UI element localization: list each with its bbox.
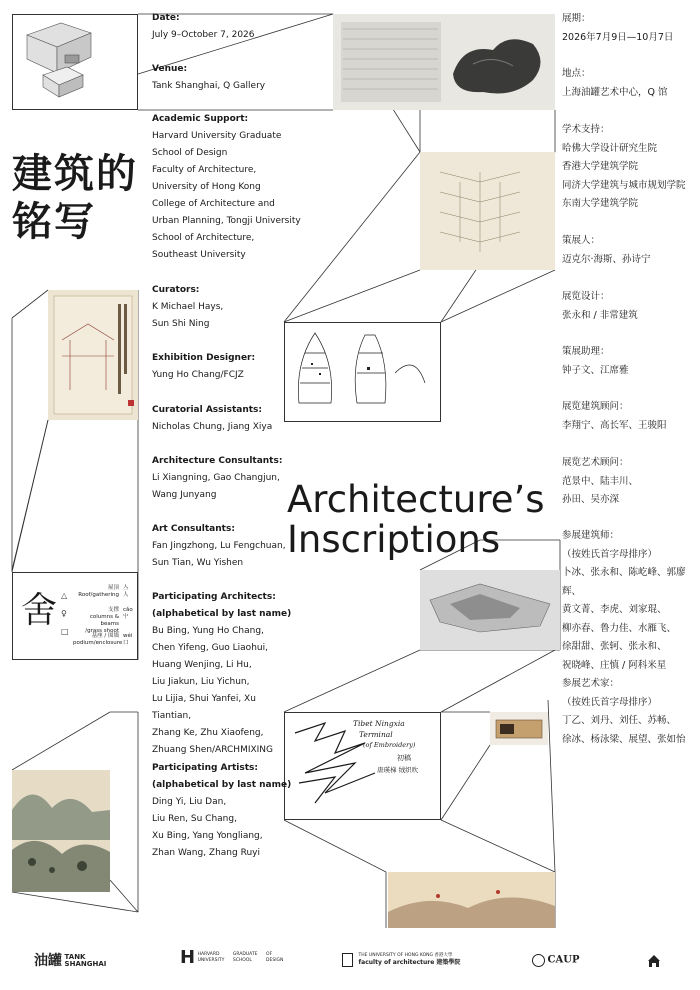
- art-consultants-value: Fan Jingzhong, Lu Fengchuan, Sun Tian, Wu Yishen: [152, 541, 286, 568]
- zh-academic: [562, 121, 697, 214]
- hku-bottom-text: faculty of architecture 建築學院: [358, 959, 461, 966]
- artists-label: Participating Artists: (alphabetical by last name): [152, 763, 292, 790]
- glyph-diagram-box: [12, 572, 138, 660]
- glyph-row-columns-py: cǎo 屮: [123, 607, 133, 620]
- zh-designer-label: 展览设计：: [562, 291, 610, 302]
- tank-logo-en: TANK SHANGHAI: [64, 953, 107, 968]
- rock-image-box: [333, 14, 555, 110]
- bottom-painting-illustration: [388, 872, 555, 928]
- landscape-painting-illustration: [12, 770, 110, 892]
- landscape-painting-box: [12, 770, 110, 892]
- zh-architects: [562, 527, 697, 675]
- info-date: [152, 10, 302, 44]
- model-photo-illustration: [420, 570, 560, 650]
- architects-label: Participating Architects: (alphabetical by last name): [152, 592, 292, 619]
- gsd-text-2: OF DESIGN: [266, 952, 284, 963]
- glyph-row-roof-py: 亼 人: [123, 585, 129, 598]
- model-photo-box: [420, 570, 560, 650]
- caup-text: CAUP: [547, 954, 580, 966]
- zh-date-value: 2026年7月9日—10月7日: [562, 31, 674, 43]
- curators-label: Curators:: [152, 285, 200, 295]
- title-en: Architecture’s Inscriptions: [287, 478, 545, 561]
- sketch-box: [284, 322, 441, 422]
- venue-label: Venue:: [152, 64, 188, 74]
- axonometric-model-illustration: [13, 15, 137, 109]
- designer-label: Exhibition Designer:: [152, 353, 256, 363]
- zh-designer: [562, 288, 697, 325]
- zh-arch-consultants-value: 李翔宁、高长军、王骏阳: [562, 419, 667, 431]
- info-venue: [152, 61, 302, 95]
- zh-architects-value: 卜冰、张永和、陈屹峰、郭廖辉、 黄文菁、李虎、刘家琨、 柳亦春、鲁力佳、水雁飞、 徐甜甜、张轲、张永和、 祝晓峰、庄慎 / 阿科米星: [562, 567, 686, 671]
- artists-value: Ding Yi, Liu Dan, Liu Ren, Su Chang, Xu Bing, Yang Yongliang, Zhan Wang, Zhang Ruyi: [152, 797, 263, 858]
- info-academic: [152, 111, 302, 264]
- info-artists: [152, 760, 302, 862]
- info-curators: [152, 282, 302, 333]
- info-architects: [152, 589, 292, 759]
- designer-value: Yung Ho Chang/FCJZ: [152, 370, 244, 380]
- tongji-seal-icon: [532, 954, 545, 967]
- sketch-note-5: 唐瑛梯 绒织吹: [377, 766, 419, 774]
- zh-art-consultants-label: 展览艺术顾问：: [562, 457, 629, 468]
- zh-date-label: 展期：: [562, 13, 591, 24]
- rock-illustration: [333, 14, 555, 110]
- tracing-illustration: [420, 152, 555, 270]
- object-photo-box: [490, 712, 548, 745]
- info-arch-consultants: [152, 453, 302, 504]
- date-value: July 9–October 7, 2026: [152, 30, 255, 40]
- harvard-text: HARVARD UNIVERSITY: [197, 952, 225, 963]
- scribble-sketch-box: [284, 712, 441, 820]
- academic-label: Academic Support:: [152, 114, 249, 124]
- scroll-illustration: [48, 290, 138, 420]
- zh-curators-value: 迈克尔·海斯、孙诗宁: [562, 253, 651, 265]
- bottom-painting-box: [388, 872, 555, 928]
- info-assistants: [152, 402, 302, 436]
- title-zh: 建筑的 铭写: [12, 151, 138, 245]
- zh-designer-value: 张永和 / 非常建筑: [562, 309, 638, 321]
- assistants-value: Nicholas Chung, Jiang Xiya: [152, 422, 273, 432]
- caup-logo: [532, 954, 580, 967]
- zh-venue: [562, 65, 697, 102]
- zh-architects-label: 参展建筑师： （按姓氏首字母排序）: [562, 530, 658, 560]
- southeast-house-icon: [647, 954, 661, 968]
- gsd-text: GRADUATE SCHOOL: [232, 952, 258, 963]
- model-image-box: [12, 14, 138, 110]
- hku-crest-icon: [342, 953, 353, 967]
- zh-artists-value: 丁乙、刘丹、刘任、苏畅、 徐冰、杨泳梁、展望、张如怡: [562, 715, 686, 745]
- date-label: Date:: [152, 13, 180, 23]
- glyph-character: 舍: [21, 590, 58, 631]
- zh-art-consultants-value: 范景中、陆丰川、 孙田、吴亦深: [562, 475, 639, 505]
- pagoda-sketch-illustration: [285, 323, 440, 421]
- zh-venue-value: 上海油罐艺术中心，Q 馆: [562, 86, 668, 98]
- harvard-h-icon: H: [180, 947, 196, 968]
- zh-assistants: [562, 343, 697, 380]
- zh-artists: [562, 675, 697, 749]
- zh-assistants-value: 钟子文、江席雅: [562, 364, 629, 376]
- glyph-marks: △ ♀ □: [61, 591, 69, 636]
- zh-arch-consultants: [562, 398, 697, 435]
- glyph-row-roof: 屋顶 Roof/gathering: [78, 585, 119, 598]
- info-designer: [152, 350, 302, 384]
- tank-logo-cn: 油罐: [34, 953, 62, 969]
- tracing-drawing-box: [420, 152, 555, 270]
- assistants-label: Curatorial Assistants:: [152, 405, 262, 415]
- arch-consultants-label: Architecture Consultants:: [152, 456, 283, 466]
- sketch-note-1: Tibet Ningxia: [353, 719, 405, 728]
- hku-logo: [342, 953, 460, 967]
- sketch-note-4: 初稿: [397, 754, 411, 762]
- zh-academic-label: 学术支持：: [562, 124, 610, 135]
- glyph-row-columns: 支撑 columns & beams /grass shoot: [85, 607, 119, 634]
- arch-consultants-value: Li Xiangning, Gao Changjun, Wang Junyang: [152, 473, 280, 500]
- southeast-logo: [647, 954, 661, 971]
- academic-value: Harvard University Graduate School of Design Faculty of Architecture, University of Hong Kong College of Architecture and Urban Planning, Tongji University School of Architecture, Southeast University: [152, 131, 301, 260]
- harvard-gsd-logo: [180, 947, 284, 968]
- zh-assistants-label: 策展助理：: [562, 346, 610, 357]
- architects-value: Bu Bing, Yung Ho Chang, Chen Yifeng, Guo Liaohui, Huang Wenjing, Li Hu, Liu Jiakun, Liu Yichun, Lu Lijia, Shui Yanfei, Xu Tiantian, Zhang Ke, Zhu Xiaofeng, Zhuang Shen/ARCHMIXING: [152, 626, 274, 755]
- zh-date: [562, 10, 697, 47]
- scroll-image-box: [48, 290, 138, 420]
- zh-arch-consultants-label: 展览建筑顾问：: [562, 401, 629, 412]
- zh-artists-label: 参展艺术家： （按姓氏首字母排序）: [562, 678, 658, 708]
- curators-value: K Michael Hays, Sun Shi Ning: [152, 302, 224, 329]
- info-art-consultants: [152, 521, 302, 572]
- zh-academic-value: 哈佛大学设计研究生院 香港大学建筑学院 同济大学建筑与城市规划学院 东南大学建筑学院: [562, 142, 686, 209]
- sketch-note-3: (of Embroidery): [363, 741, 416, 749]
- zh-art-consultants: [562, 454, 697, 510]
- zh-venue-label: 地点：: [562, 68, 591, 79]
- glyph-row-podium-py: wéi 口: [123, 633, 133, 646]
- sketch-note-2: Terminal: [359, 730, 393, 739]
- zh-curators: [562, 232, 697, 269]
- venue-value: Tank Shanghai, Q Gallery: [152, 81, 266, 91]
- hku-top-text: THE UNIVERSITY OF HONG KONG 香港大學: [358, 953, 453, 958]
- glyph-row-podium: 基座 / 围墙 podium/enclosure: [73, 633, 123, 646]
- object-illustration: [490, 712, 548, 745]
- zh-curators-label: 策展人：: [562, 235, 601, 246]
- art-consultants-label: Art Consultants:: [152, 524, 235, 534]
- tank-logo: [34, 954, 106, 968]
